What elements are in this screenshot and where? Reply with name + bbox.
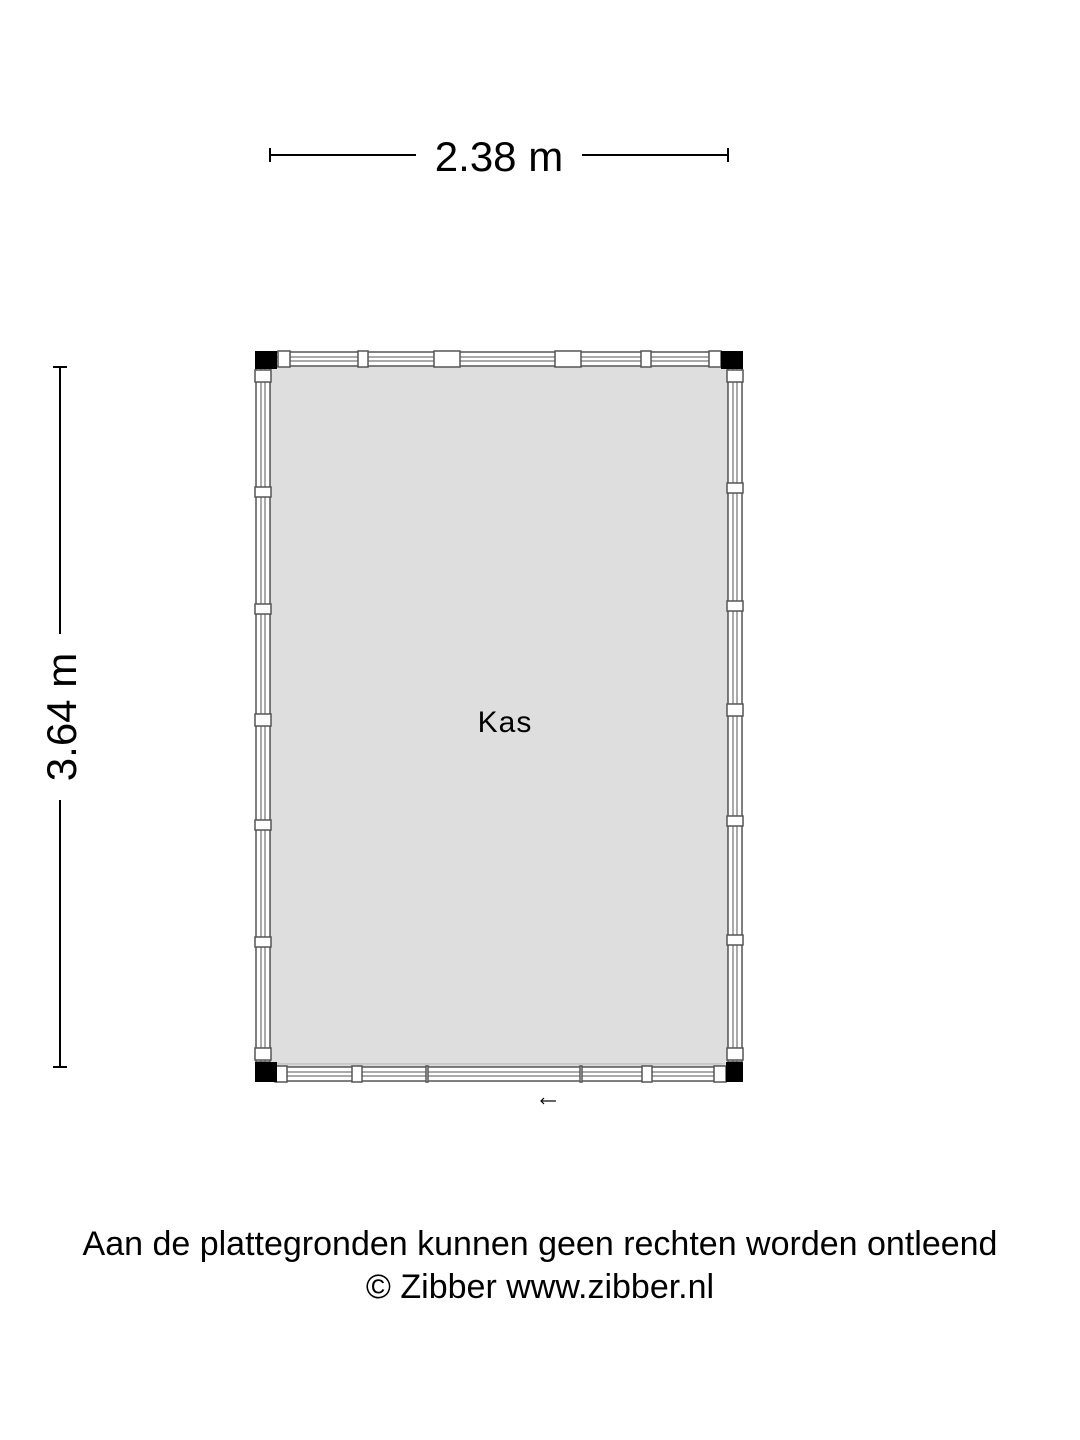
frame-bottom xyxy=(276,1067,728,1081)
corner-post-top-right xyxy=(721,351,743,369)
frame-top xyxy=(270,352,722,366)
copyright-text: © Zibber www.zibber.nl xyxy=(365,1268,715,1306)
width-dimension-label: 2.38 m xyxy=(434,133,564,180)
height-dimension-label: 3.64 m xyxy=(38,652,85,782)
corner-post-top-left xyxy=(255,351,277,369)
corner-post-bottom-left xyxy=(255,1062,277,1082)
entrance-arrow-icon xyxy=(541,1098,556,1104)
disclaimer-text: Aan de plattegronden kunnen geen rechten worden ontleend xyxy=(82,1225,998,1263)
room-label: Kas xyxy=(477,706,533,739)
corner-post-bottom-right xyxy=(726,1062,743,1082)
